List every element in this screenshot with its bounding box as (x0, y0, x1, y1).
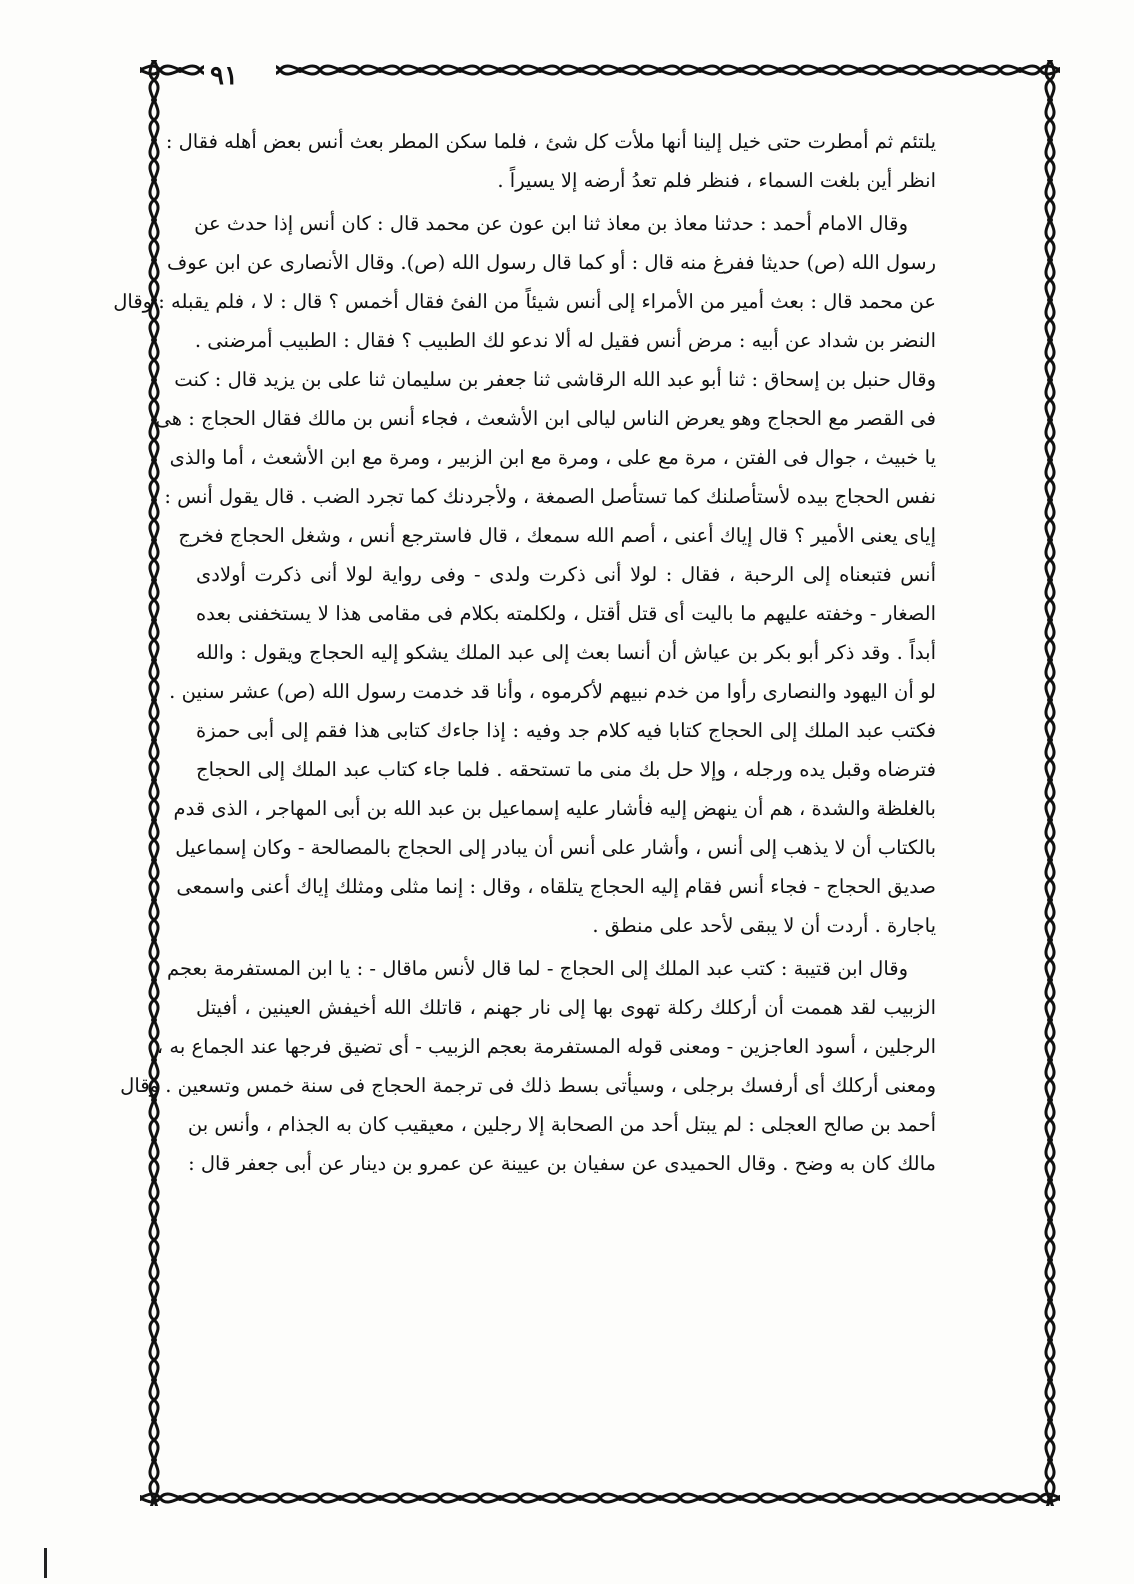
text-line: رسول الله (ص) حديثا ففرغ منه قال : أو كما قال رسول الله (ص). وقال الأنصارى عن ابن عوف (167, 251, 936, 274)
text-line: أحمد بن صالح العجلى : لم يبتل أحد من الصحابة إلا رجلين ، معيقيب كان به الجذام ، وأنس بن (187, 1113, 936, 1136)
text-line: انظر أين بلغت السماء ، فنظر فلم تعدُ أرضه إلا يسيراً . (497, 169, 936, 192)
text-line: فكتب عبد الملك إلى الحجاج كتابا فيه كلام جد وفيه : إذا جاءك كتابى هذا فقم إلى أبى حمزة (196, 719, 936, 742)
text-line: بالغلظة والشدة ، هم أن ينهض إليه فأشار عليه إسماعيل بن عبد الله بن أبى المهاجر ، الذى قدم (173, 797, 936, 820)
text-line: عن محمد قال : بعث أمير من الأمراء إلى أنس شيئاً من الفئ فقال أخمس ؟ قال : لا ، فلم يقبله : وقال (113, 290, 936, 313)
body-text (113, 122, 936, 1183)
text-line: وقال ابن قتيبة : كتب عبد الملك إلى الحجاج - لما قال لأنس ماقال - : يا ابن المستفرمة بعجم (166, 957, 908, 980)
text-line: الزبيب لقد هممت أن أركلك ركلة تهوى بها إلى نار جهنم ، قاتلك الله أخيفش العينين ، أفيتل (196, 996, 936, 1019)
text-line: لو أن اليهود والنصارى رأوا من خدم نبيهم لأكرموه ، وأنا قد خدمت رسول الله (ص) عشر سنين . (169, 680, 936, 703)
text-line: الرجلين ، أسود العاجزين - ومعنى قوله المستفرمة بعجم الزبيب - أى تضيق فرجها عند الجماع به ، (156, 1035, 936, 1058)
text-line: نفس الحجاج بيده لأستأصلنك كما تستأصل الصمغة ، ولأجردنك كما تجرد الضب . قال يقول أنس : (164, 485, 936, 508)
margin-mark (44, 1548, 47, 1578)
text-line: الصغار - وخفته عليهم ما باليت أى قتل أقتل ، ولكلمته بكلام فى مقامى هذا لا يستخفنى بعده (196, 602, 936, 625)
text-line: يا خبيث ، جوال فى الفتن ، مرة مع على ، ومرة مع ابن الزبير ، ومرة مع ابن الأشعث ، أما والذى (169, 446, 936, 469)
text-line: فى القصر مع الحجاج وهو يعرض الناس ليالى ابن الأشعث ، فجاء أنس بن مالك فقال الحجاج : هى (155, 407, 936, 430)
text-line: وقال الامام أحمد : حدثنا معاذ بن معاذ ثنا ابن عون عن محمد قال : كان أنس إذا حدث عن (194, 212, 908, 235)
text-line: النضر بن شداد عن أبيه : مرض أنس فقيل له ألا ندعو لك الطبيب ؟ فقال : الطبيب أمرضنى . (194, 329, 936, 352)
text-line: صديق الحجاج - فجاء أنس فقام إليه الحجاج يتلقاه ، وقال : إنما مثلى ومثلك إياك أعنى واسمعى (176, 875, 936, 898)
text-line: وقال حنبل بن إسحاق : ثنا أبو عبد الله الرقاشى ثنا جعفر بن سليمان ثنا على بن يزيد قال : كنت (174, 368, 936, 391)
text-line: إياى يعنى الأمير ؟ قال إياك أعنى ، أصم الله سمعك ، قال فاسترجع أنس ، وشغل الحجاج فخرج (178, 524, 936, 547)
text-line: بالكتاب أن لا يذهب إلى أنس ، وأشار على أنس أن يبادر إلى الحجاج بالمصالحة - وكان إسماعيل (175, 836, 936, 859)
text-line: يلتئم ثم أمطرت حتى خيل إلينا أنها ملأت كل شئ ، فلما سكن المطر بعث أنس بعض أهله فقال : (165, 130, 936, 153)
text-line: ومعنى أركلك أى أرفسك برجلى ، وسيأتى بسط ذلك فى ترجمة الحجاج فى سنة خمس وتسعين . وقال (120, 1074, 936, 1097)
text-line: مالك كان به وضح . وقال الحميدى عن سفيان بن عيينة عن عمرو بن دينار عن أبى جعفر قال : (188, 1152, 936, 1175)
text-line: ياجارة . أردت أن لا يبقى لأحد على منطق . (592, 914, 936, 937)
text-line: أنس فتبعناه إلى الرحبة ، فقال : لولا أنى ذكرت ولدى - وفى رواية لولا أنى ذكرت أولادى (196, 563, 936, 586)
text-line: فترضاه وقبل يده ورجله ، وإلا حل بك منى ما تستحقه . فلما جاء كتاب عبد الملك إلى الحجاج (196, 758, 936, 781)
text-line: أبداً . وقد ذكر أبو بكر بن عياش أن أنسا بعث إلى عبد الملك يشكو إليه الحجاج ويقول : والله (196, 641, 936, 664)
page-number: ٩١ (204, 58, 276, 94)
